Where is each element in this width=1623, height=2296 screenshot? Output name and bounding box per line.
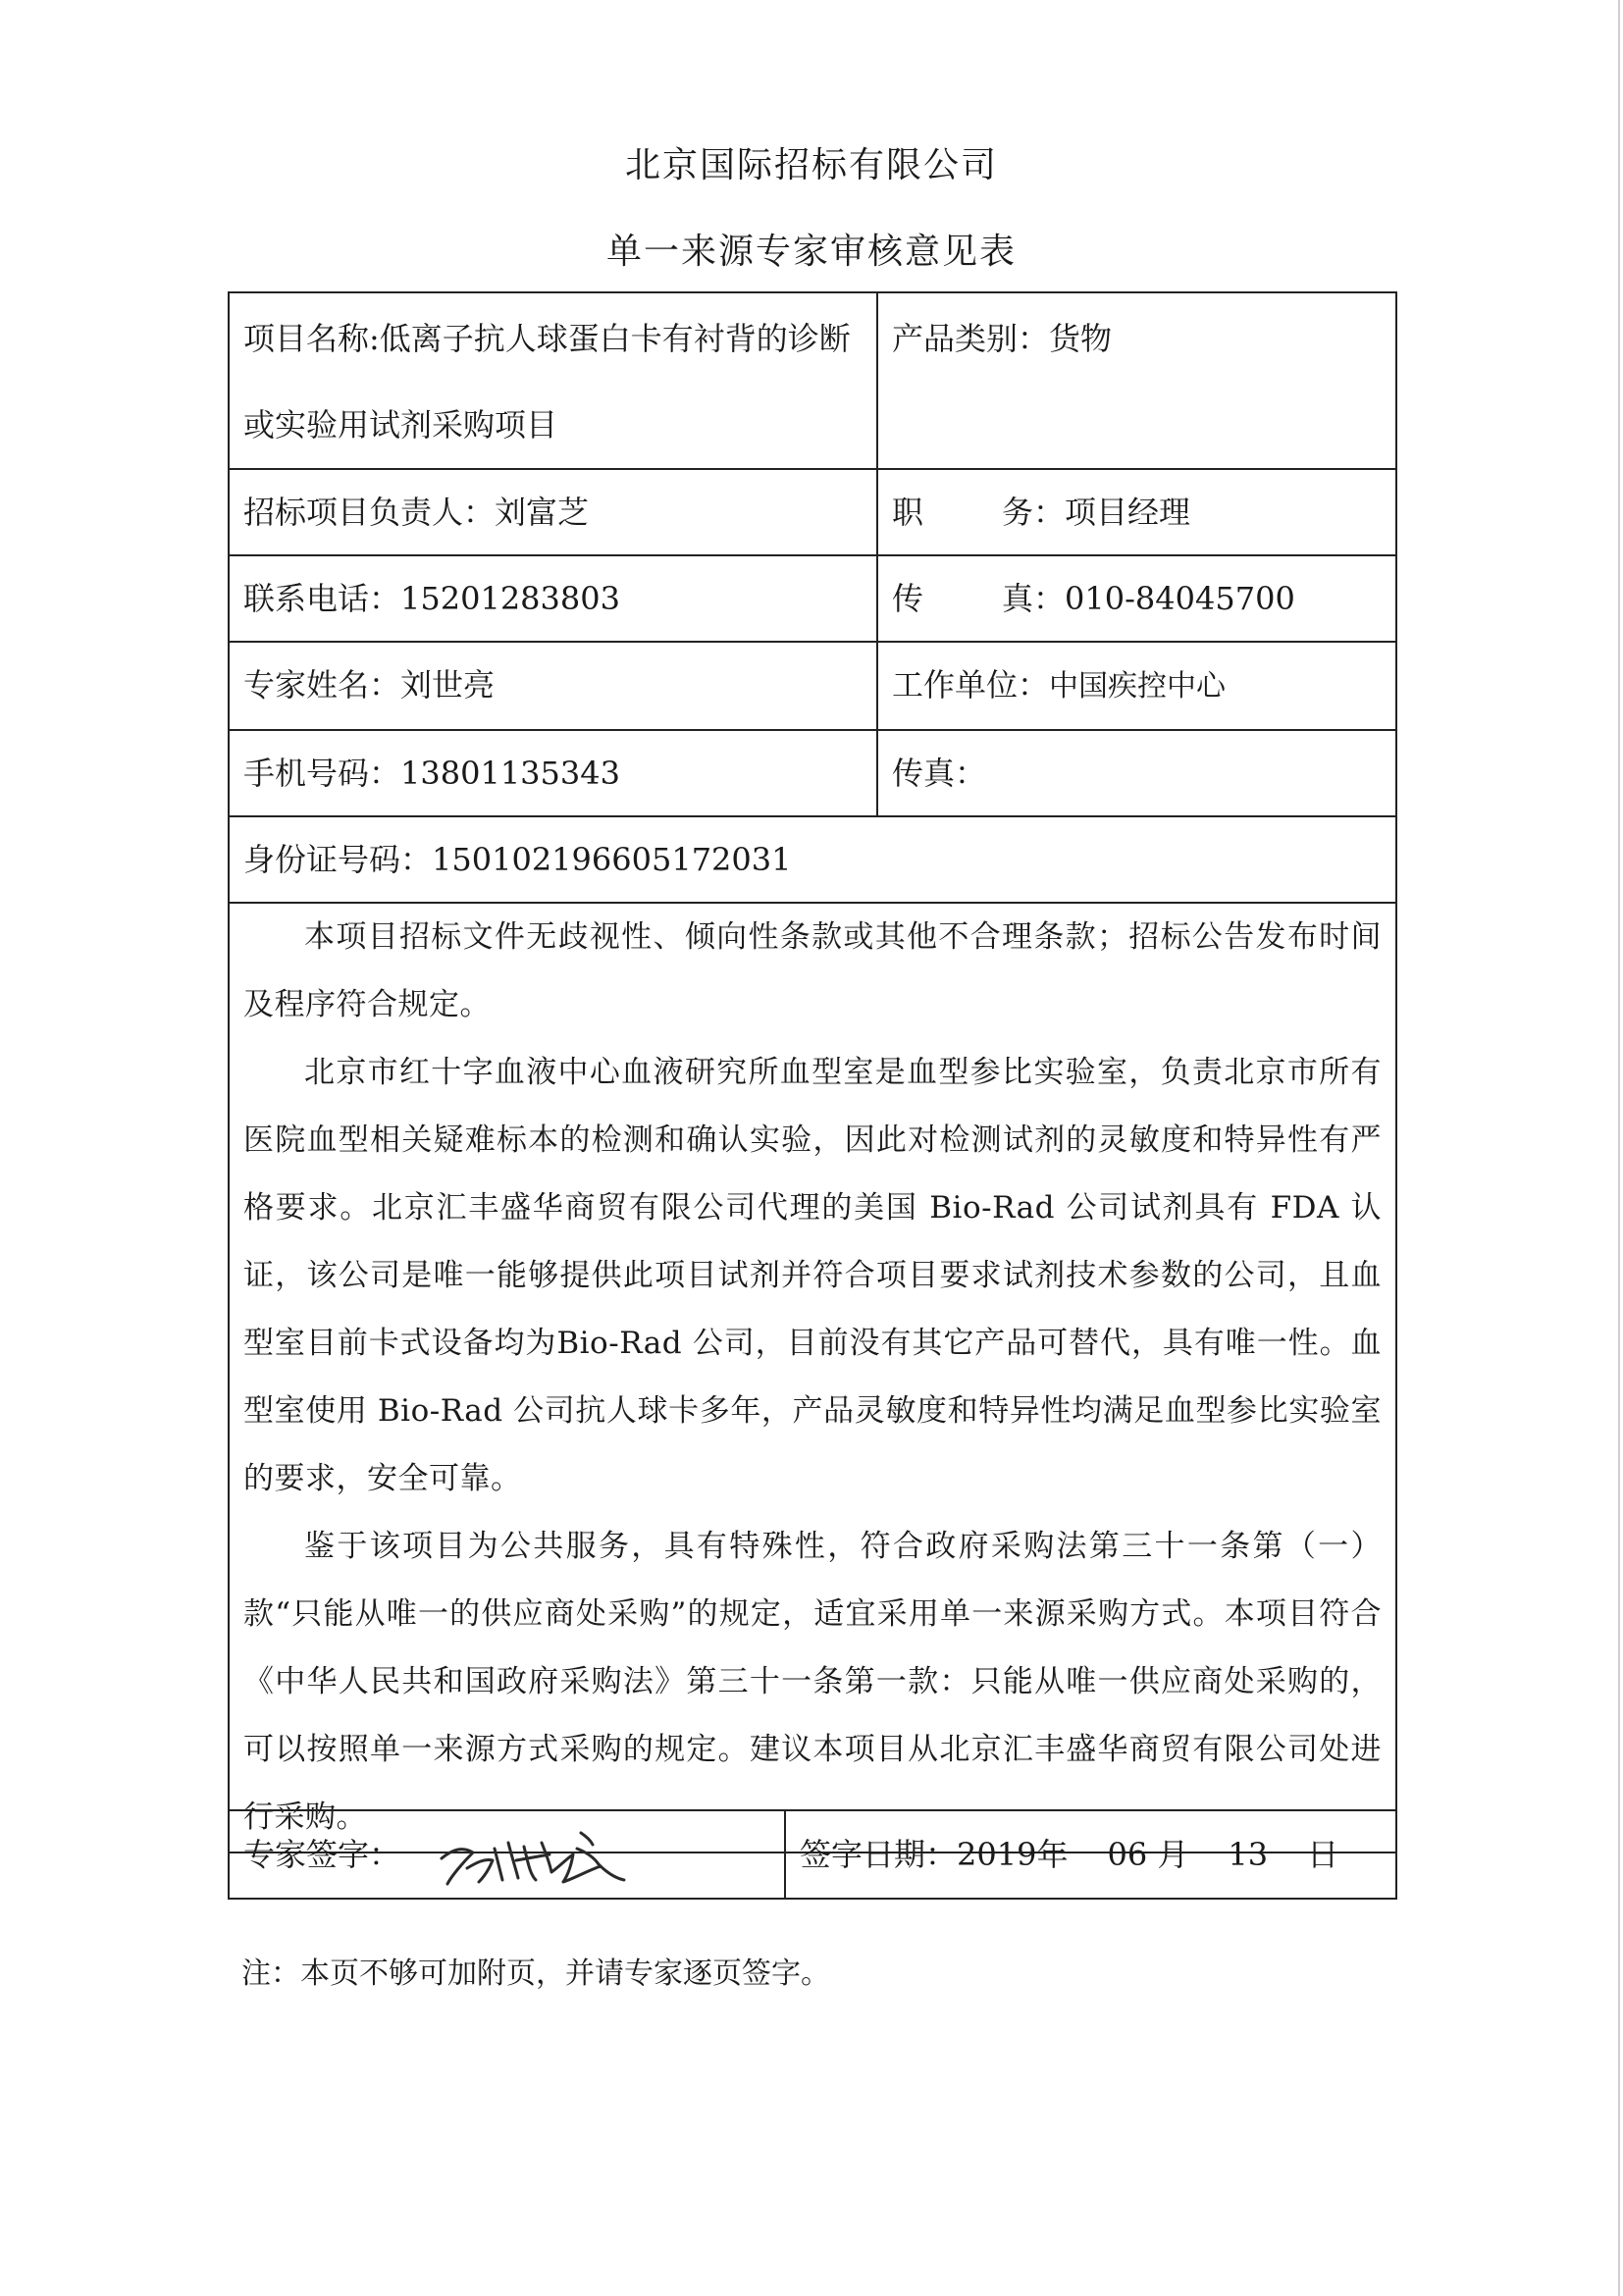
expert-fax-cell	[877, 730, 1396, 816]
expert-name-value: 刘世亮	[400, 666, 496, 704]
project-name-label: 项目名称:	[243, 320, 380, 357]
id-label: 身份证号码：	[243, 841, 433, 878]
mobile-row	[229, 730, 1396, 816]
signature-table	[228, 1809, 1397, 1900]
fax-value: 010-84045700	[1065, 580, 1295, 617]
mobile-label: 手机号码：	[243, 755, 401, 792]
product-category-cell	[877, 292, 1396, 469]
phone-label: 联系电话：	[243, 580, 401, 617]
work-unit-value: 中国疾控中心	[1049, 669, 1227, 704]
opinion-row	[229, 903, 1396, 1852]
job-title-value: 项目经理	[1065, 494, 1191, 531]
expert-name-cell	[229, 642, 877, 730]
work-unit-cell	[877, 642, 1396, 730]
sign-date-year: 2019年	[957, 1836, 1069, 1873]
mobile-value: 13801135343	[400, 755, 620, 792]
leader-row	[229, 469, 1396, 555]
leader-cell	[229, 469, 877, 555]
product-category-label: 产品类别：	[892, 320, 1050, 357]
job-title-label-b: 务：	[1002, 494, 1066, 531]
contact-row	[229, 555, 1396, 642]
leader-label: 招标项目负责人：	[243, 494, 496, 531]
fax-cell	[877, 555, 1396, 642]
leader-value: 刘富芝	[495, 494, 590, 531]
job-title-cell	[877, 469, 1396, 555]
footnote: 注：本页不够可加附页，并请专家逐页签字。	[241, 1957, 830, 1991]
phone-cell	[229, 555, 877, 642]
expert-fax-label: 传真：	[892, 755, 987, 792]
signature-label: 专家签字：	[243, 1836, 401, 1873]
project-row	[229, 292, 1396, 469]
sign-date-cell	[785, 1810, 1396, 1899]
review-form-table	[228, 291, 1397, 1853]
project-name-cell	[229, 292, 877, 469]
expert-name-label: 专家姓名：	[243, 666, 401, 704]
opinion-paragraph: 本项目招标文件无歧视性、倾向性条款或其他不合理条款；招标公告发布时间及程序符合规定。	[243, 919, 1382, 1022]
sign-date-label: 签字日期：	[800, 1836, 958, 1873]
opinion-cell	[229, 903, 1396, 1852]
company-title: 北京国际招标有限公司	[624, 145, 998, 185]
phone-value: 15201283803	[400, 580, 620, 617]
signature-row	[229, 1810, 1396, 1899]
product-category-value: 货物	[1049, 320, 1113, 357]
sign-date-day-unit: 日	[1307, 1836, 1339, 1873]
expert-row	[229, 642, 1396, 730]
fax-label-a: 传	[892, 580, 924, 617]
work-unit-label: 工作单位：	[892, 666, 1050, 704]
form-title: 单一来源专家审核意见表	[605, 232, 1017, 272]
sign-date-month: 06 月	[1107, 1836, 1189, 1873]
scan-edge	[1618, 0, 1620, 2296]
id-value: 150102196605172031	[432, 841, 792, 878]
handwritten-signature	[434, 1819, 630, 1894]
signature-cell	[229, 1810, 785, 1899]
opinion-paragraph: 北京市红十字血液中心血液研究所血型室是血型参比实验室，负责北京市所有医院血型相关疑难标本的检测和确认实验，因此对检测试剂的灵敏度和特异性有严格要求。北京汇丰盛华商贸有限公司代理的美国 Bio-Rad 公司试剂具有 FDA 认证，该公司是唯一能够提供此项目试剂并符合项目要求试剂技术参数的公司，且血型室目前卡式设备均为Bio-Rad 公司，目前没有其它产品可替代，具有唯一性。血型室使用 Bio-Rad 公司抗人球卡多年，产品灵敏度和特异性均满足血型参比实验室的要求，安全可靠。	[243, 1055, 1382, 1496]
opinion-paragraph: 鉴于该项目为公共服务，具有特殊性，符合政府采购法第三十一条第（一）款“只能从唯一的供应商处采购”的规定，适宜采用单一来源采购方式。本项目符合《中华人民共和国政府采购法》第三十一条第一款：只能从唯一供应商处采购的，可以按照单一来源方式采购的规定。建议本项目从北京汇丰盛华商贸有限公司处进行采购。	[243, 1529, 1382, 1835]
job-title-label-a: 职	[892, 494, 924, 531]
project-name-value: 低离子抗人球蛋白卡有衬背的诊断或实验用试剂采购项目	[243, 320, 851, 444]
fax-label-b: 真：	[1002, 580, 1066, 617]
sign-date-day: 13	[1228, 1836, 1269, 1873]
mobile-cell	[229, 730, 877, 816]
id-cell	[229, 816, 1396, 903]
id-row	[229, 816, 1396, 903]
